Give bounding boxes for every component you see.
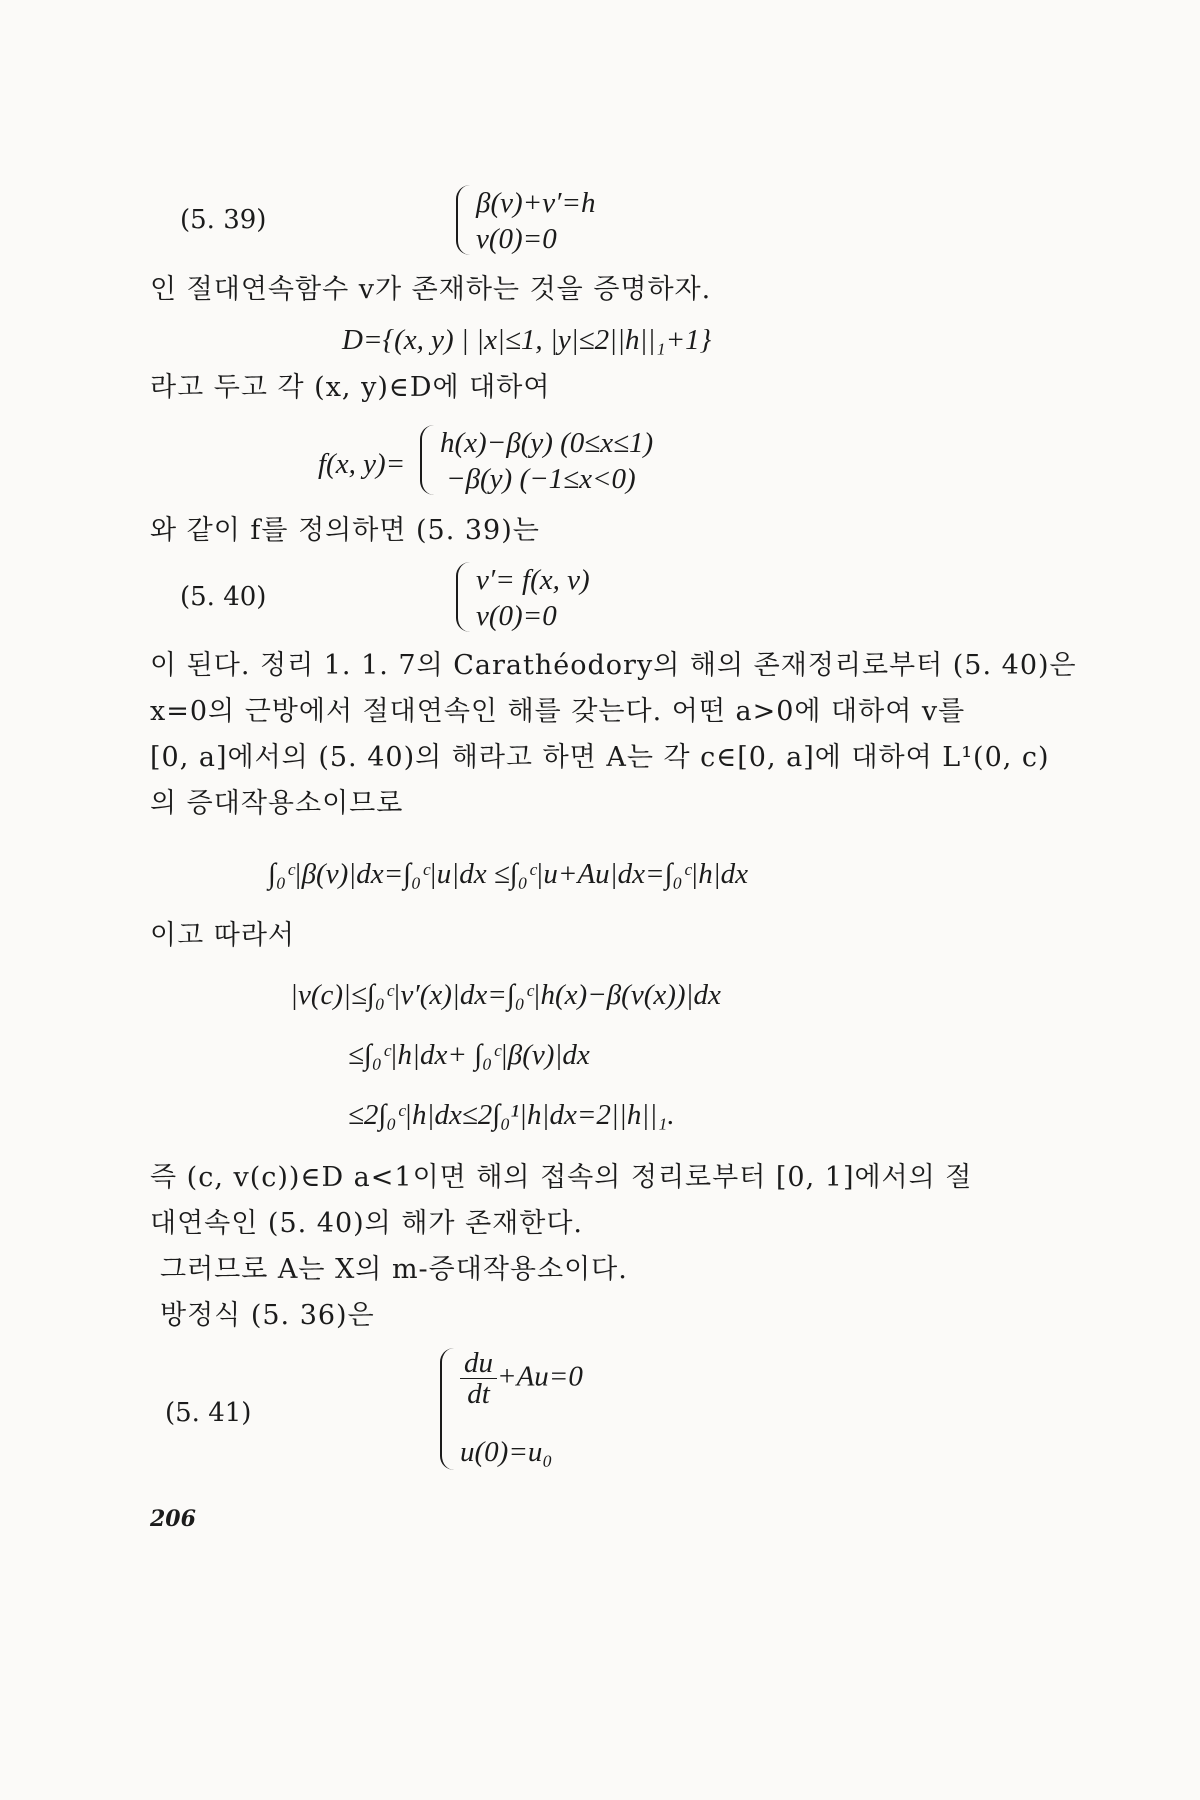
equation-line: β(v)+v′=h: [476, 187, 596, 219]
equation-line: v′= f(x, v): [476, 564, 590, 596]
left-brace-icon: [440, 1348, 454, 1470]
paragraph-line: 와 같이 f를 정의하면 (5. 39)는: [150, 515, 540, 546]
integral-inequality: ∫₀ᶜ|β(v)|dx=∫₀ᶜ|u|dx ≤∫₀ᶜ|u+Au|dx=∫₀ᶜ|h|dx: [268, 858, 749, 890]
equation-number-5-41: (5. 41): [165, 1398, 252, 1428]
equation-5-40: [456, 562, 590, 632]
case-line: h(x)−β(y) (0≤x≤1): [440, 427, 654, 459]
equation-line: $\frac{du}{dt}$ +Au=0: [460, 1348, 583, 1410]
equation-line: v(0)=0: [476, 600, 557, 633]
function-f-cases: [420, 425, 653, 495]
paragraph-line: 인 절대연속함수 v가 존재하는 것을 증명하자.: [150, 274, 712, 305]
page-number: 206: [150, 1506, 196, 1532]
paragraph-line: 라고 두고 각 (x, y)∈D에 대하여: [150, 372, 551, 403]
inequality-chain-line: ≤∫₀ᶜ|h|dx+ ∫₀ᶜ|β(v)|dx: [348, 1039, 590, 1071]
equation-line: v(0)=0: [476, 223, 557, 256]
paragraph-line: 즉 (c, v(c))∈D a<1이면 해의 접속의 정리로부터 [0, 1]에서의 절: [150, 1162, 973, 1193]
equation-5-39: [456, 185, 595, 255]
paragraph-line: 방정식 (5. 36)은: [160, 1300, 375, 1331]
paragraph-line: [0, a]에서의 (5. 40)의 해라고 하면 A는 각 c∈[0, a]에 대하여 L¹(0, c): [150, 742, 1050, 773]
case-line: −β(y) (−1≤x<0): [446, 463, 636, 496]
paragraph-line: 의 증대작용소이므로: [150, 788, 404, 819]
left-brace-icon: [456, 562, 470, 632]
inequality-chain-line: |v(c)|≤∫₀ᶜ|v′(x)|dx=∫₀ᶜ|h(x)−β(v(x))|dx: [290, 979, 721, 1011]
paragraph-line: 그러므로 A는 X의 m-증대작용소이다.: [160, 1254, 628, 1285]
function-f-lhs: f(x, y)=: [318, 448, 406, 480]
paragraph-line: 이고 따라서: [150, 920, 295, 951]
left-brace-icon: [420, 425, 434, 495]
left-brace-icon: [456, 185, 470, 255]
inequality-chain-line: ≤2∫₀ᶜ|h|dx≤2∫₀¹|h|dx=2||h||₁.: [348, 1099, 675, 1131]
equation-5-41: [440, 1348, 583, 1470]
equation-line: u(0)=u₀: [460, 1435, 553, 1468]
paragraph-line: 대연속인 (5. 40)의 해가 존재한다.: [150, 1208, 583, 1239]
equation-number-5-39: (5. 39): [180, 205, 267, 235]
paragraph-line: 이 된다. 정리 1. 1. 7의 Carathéodory의 해의 존재정리로부터 (5. 40)은: [150, 650, 1077, 681]
set-definition-D: D={(x, y) | |x|≤1, |y|≤2||h||₁+1}: [342, 324, 712, 356]
derivative-fraction: $\frac{du}{dt}$: [460, 1348, 497, 1410]
equation-number-5-40: (5. 40): [180, 582, 267, 612]
paragraph-line: x=0의 근방에서 절대연속인 해를 갖는다. 어떤 a>0에 대하여 v를: [150, 696, 966, 727]
